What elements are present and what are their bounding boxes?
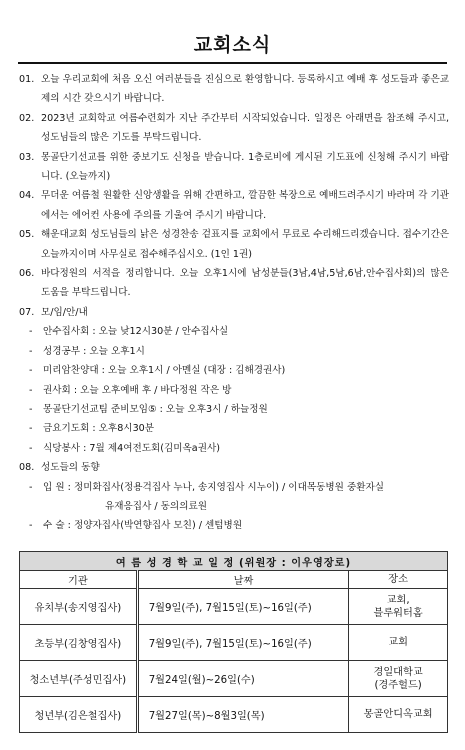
- place-cell: 교회: [349, 625, 448, 661]
- members-title: 성도들의 동향: [41, 462, 100, 474]
- hospital-label: 입 원 :: [43, 481, 71, 493]
- place-cell: 경일대학교 (경주헐드): [349, 661, 448, 697]
- notice-number: 05.: [19, 229, 35, 241]
- place-cell: 몽골안디옥교회: [349, 697, 448, 733]
- notice-item: [19, 109, 449, 148]
- meetings-title: 모/임/안/내: [41, 306, 88, 318]
- meeting-text: 안수집사회 : 오늘 낮12시30분 / 안수집사실: [43, 326, 229, 338]
- date-cell: 7월9일(주), 7월15일(토)~16일(주): [137, 625, 349, 661]
- meeting-text: 권사회 : 오늘 오후예배 후 / 바다정원 작은 방: [43, 384, 232, 396]
- column-header-dept: 기관: [20, 571, 138, 589]
- table-row: [20, 697, 448, 733]
- meeting-item: - 권사회 : 오늘 오후예배 후 / 바다정원 작은 방: [19, 381, 449, 400]
- schedule-caption: 여 름 성 경 학 교 일 정 (위원장 : 이우영장로): [20, 552, 448, 571]
- notice-text: 몽골단기선교를 위한 중보기도 신청을 받습니다. 1층로비에 게시된 기도표에 신청해 주시기 바랍니다. (오늘까지): [41, 151, 449, 183]
- hospital-text: 유재응집사 / 동의의료원: [105, 500, 208, 512]
- notice-item: [19, 148, 449, 187]
- notice-number: 07.: [19, 306, 35, 318]
- meetings-heading: [19, 303, 449, 322]
- date-cell: 7월9일(주), 7월15일(토)~16일(주): [137, 589, 349, 625]
- table-row: [20, 625, 448, 661]
- meeting-text: 금요기도회 : 오후8시30분: [43, 423, 155, 435]
- page-title: 교회소식: [193, 34, 272, 56]
- notice-number: 08.: [19, 462, 35, 474]
- meeting-item: - 금요기도회 : 오후8시30분: [19, 419, 449, 438]
- notice-text: 바다정원의 서적을 정리합니다. 오늘 오후1시에 남성분들(3남,4남,5남,6남,안수집사회)의 많은 도움을 부탁드립니다.: [41, 268, 449, 299]
- meeting-text: 식당봉사 : 7월 제4여전도회(김미옥a권사): [43, 442, 220, 454]
- meeting-text: 성경공부 : 오늘 오후1시: [43, 345, 145, 357]
- dept-cell: 초등부(김창영집사): [20, 625, 138, 661]
- notice-number: 06.: [19, 268, 35, 280]
- surgery-item: - 수 술 : 정양자집사(박연향집사 모친) / 센텀병원: [29, 520, 243, 532]
- title-divider: [18, 62, 447, 64]
- table-row: [20, 661, 448, 697]
- dept-cell: 청소년부(주성민집사): [20, 661, 138, 697]
- dept-cell: 유치부(송지영집사): [20, 589, 138, 625]
- notice-number: 01.: [19, 74, 35, 85]
- notice-item: [19, 225, 449, 264]
- place-cell: 교회, 블루워터홈: [349, 589, 448, 625]
- hospital-item: - 입 원 : 정미화집사(정용걱집사 누나, 송지영집사 시누이) / 이대목동병원 중환자실: [29, 481, 385, 493]
- table-row: [20, 589, 448, 625]
- meeting-text: 몽골단기선교팀 준비모임⑤ : 오늘 오후3시 / 하늘정원: [43, 403, 268, 415]
- meeting-item: - 식당봉사 : 7월 제4여전도회(김미옥a권사): [19, 439, 449, 458]
- meeting-item: - 몽골단기선교팀 준비모임⑤ : 오늘 오후3시 / 하늘정원: [19, 400, 449, 419]
- notice-text: 2023년 교회학교 여름수련회가 지난 주간부터 시작되었습니다. 일정은 아래면을 참조해 주시고, 성도님들의 많은 기도를 부탁드립니다.: [41, 112, 449, 144]
- notice-item: [19, 264, 449, 303]
- notice-number: 02.: [19, 112, 35, 124]
- notice-list: [19, 70, 449, 536]
- column-header-date: 날짜: [137, 571, 349, 589]
- date-cell: 7월24일(월)~26일(수): [137, 661, 349, 697]
- schedule-table: [19, 551, 448, 733]
- hospital-text: 정미화집사(정용걱집사 누나, 송지영집사 시누이) / 이대목동병원 중환자실: [73, 481, 385, 493]
- dept-cell: 청년부(김은철집사): [20, 697, 138, 733]
- notice-item: [19, 186, 449, 225]
- notice-item: [19, 70, 449, 109]
- meeting-text: 미리암찬양대 : 오늘 오후1시 / 아멘실 (대장 : 김해경권사): [43, 365, 286, 377]
- members-heading: [19, 458, 449, 477]
- hospital-item-continued: [19, 497, 449, 516]
- notice-text: 오늘 우리교회에 처음 오신 여러분들을 진심으로 환영합니다. 등록하시고 예배 후 성도들과 좋은교제의 시간 갖으시기 바랍니다.: [41, 74, 449, 105]
- notice-text: 무더운 여름철 원활한 신앙생활을 위해 간편하고, 깔끔한 복장으로 예배드려주시기 바라며 각 기관에서는 에어컨 사용에 주의를 기울여 주시기 바랍니다.: [41, 190, 449, 221]
- notice-number: 04.: [19, 190, 35, 202]
- notice-text: 해운대교회 성도님들의 낡은 성경찬송 겉표지를 교회에서 무료로 수리해드리겠습니다. 접수기간은 오늘까지이며 사무실로 접수해주십시오. (1인 1권): [41, 229, 449, 260]
- surgery-text: 정양자집사(박연향집사 모친) / 센텀병원: [73, 520, 243, 532]
- meeting-item: - 미리암찬양대 : 오늘 오후1시 / 아멘실 (대장 : 김해경권사): [19, 361, 449, 380]
- meeting-item: - 성경공부 : 오늘 오후1시: [19, 342, 449, 361]
- notice-number: 03.: [19, 151, 35, 163]
- column-header-place: 장소: [349, 571, 448, 589]
- meeting-item: - 안수집사회 : 오늘 낮12시30분 / 안수집사실: [19, 322, 449, 341]
- surgery-label: 수 술 :: [43, 520, 71, 532]
- date-cell: 7월27일(목)~8월3일(목): [137, 697, 349, 733]
